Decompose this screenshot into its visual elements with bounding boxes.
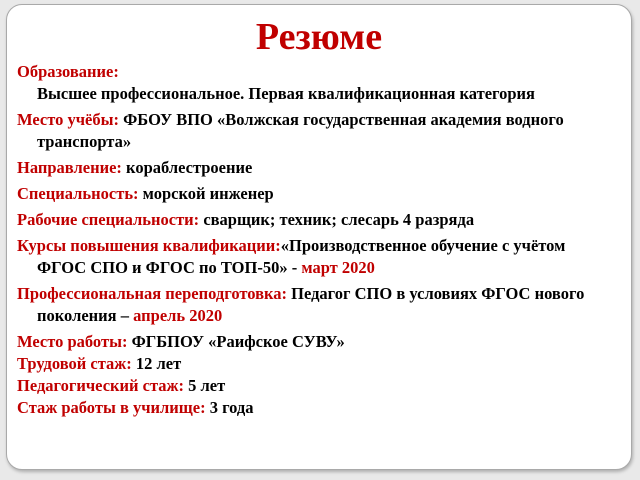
work-experience-value: 12 лет	[135, 354, 182, 373]
education-value: Высшее профессиональное. Первая квалификационная категория	[37, 84, 535, 103]
education-label: Образование:	[17, 62, 119, 81]
work-specialties-value: сварщик; техник; слесарь 4 разряда	[203, 210, 475, 229]
study-place-label: Место учёбы:	[17, 110, 119, 129]
resume-content	[17, 61, 617, 419]
workplace-value: ФГБПОУ «Раифское СУВУ»	[131, 332, 345, 351]
courses-date: март 2020	[301, 258, 375, 277]
retraining-date: апрель 2020	[133, 306, 223, 325]
teaching-experience-label: Педагогический стаж:	[17, 376, 185, 395]
school-experience-item	[17, 397, 617, 419]
courses-value: «Производственное обучение с учётом ФГОС СПО и ФГОС по ТОП-50» -	[37, 236, 566, 277]
study-place-value: ФБОУ ВПО «Волжская государственная академия водного транспорта»	[37, 110, 564, 151]
specialty-value: морской инженер	[142, 184, 274, 203]
work-experience-item	[17, 353, 617, 375]
retraining-value: Педагог СПО в условиях ФГОС нового поколения –	[37, 284, 585, 325]
direction-item	[17, 157, 617, 179]
work-specialties-label: Рабочие специальности:	[17, 210, 200, 229]
specialty-item	[17, 183, 617, 205]
courses-item	[17, 235, 617, 279]
specialty-label: Специальность:	[17, 184, 139, 203]
school-experience-label: Стаж работы в училище:	[17, 398, 206, 417]
workplace-item	[17, 331, 617, 353]
workplace-label: Место работы:	[17, 332, 128, 351]
teaching-experience-item	[17, 375, 617, 397]
school-experience-value: 3 года	[209, 398, 254, 417]
retraining-label: Профессиональная переподготовка:	[17, 284, 288, 303]
work-specialties-item	[17, 209, 617, 231]
teaching-experience-value: 5 лет	[188, 376, 226, 395]
retraining-item	[17, 283, 617, 327]
direction-value: кораблестроение	[126, 158, 253, 177]
resume-slide	[6, 4, 632, 470]
courses-label: Курсы повышения квалификации:	[17, 236, 281, 255]
education-item	[17, 61, 617, 105]
direction-label: Направление:	[17, 158, 122, 177]
study-place-item	[17, 109, 617, 153]
work-experience-label: Трудовой стаж:	[17, 354, 132, 373]
page-title: Резюме	[255, 16, 383, 58]
